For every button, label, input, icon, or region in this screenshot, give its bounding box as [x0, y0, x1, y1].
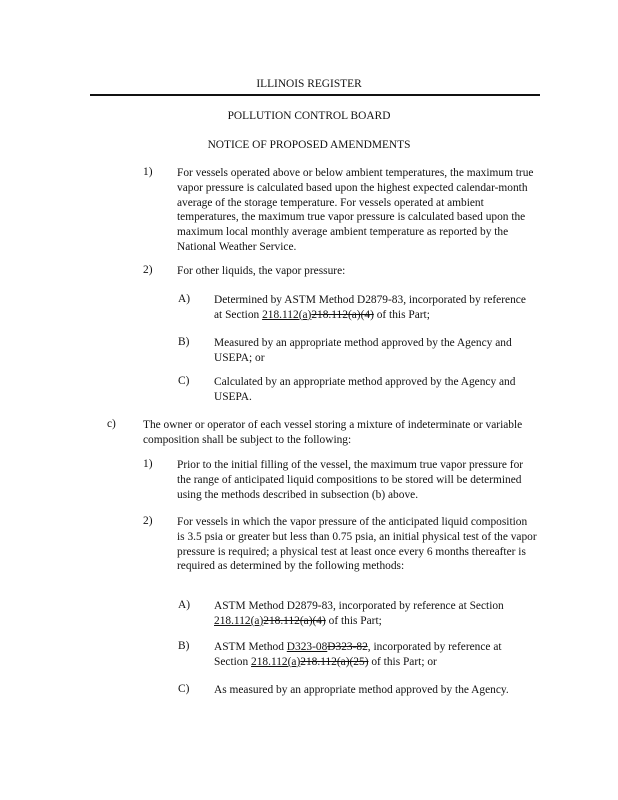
item-c2b-label: B) [178, 640, 190, 652]
header-rule [90, 94, 540, 96]
item-c2b-inserted-method: D323-08 [286, 641, 328, 653]
item-b2b-label: B) [178, 336, 190, 348]
item-b2a-inserted: 218.112(a) [262, 308, 312, 321]
item-c2a-pre: ASTM Method D2879-83, incorporated by reference at Section [214, 600, 504, 612]
item-c2-label: 2) [143, 515, 153, 527]
item-c-text: The owner or operator of each vessel storing a mixture of indeterminate or variable composition shall be subject to the following: [143, 419, 523, 446]
item-b2-label: 2) [143, 264, 153, 276]
board-name: POLLUTION CONTROL BOARD [227, 110, 391, 122]
item-c2b-pre: ASTM Method [214, 641, 287, 653]
item-c2b-post: of this Part; or [368, 655, 437, 668]
item-b2a-pre: Determined by ASTM Method D2879-83, incorporated by reference at Section [214, 294, 526, 321]
item-c2c-text: As measured by an appropriate method approved by the Agency. [214, 684, 509, 696]
item-b2a-deleted: 218.112(a)(4) [311, 308, 374, 321]
item-c2a-deleted: 218.112(a)(4) [263, 614, 326, 627]
item-b2a-label: A) [178, 293, 191, 305]
item-c2-text: For vessels in which the vapor pressure of the anticipated liquid composition is 3.5 psia or greater but less than 0.75 psia, an initial physical test of the vapor pressure is required; a physical test at least once every 6 months thereafter is required as determined by the following methods: [177, 516, 537, 573]
item-c2a-text [214, 599, 534, 629]
item-c2a-label: A) [178, 599, 191, 611]
item-c2a-inserted: 218.112(a) [214, 614, 264, 627]
item-b2a-post: of this Part; [373, 308, 430, 321]
item-b1-label: 1) [143, 166, 153, 178]
item-c1-label: 1) [143, 458, 153, 470]
item-b2c-text: Calculated by an appropriate method approved by the Agency and USEPA. [214, 376, 516, 403]
item-b1-text: For vessels operated above or below ambient temperatures, the maximum true vapor pressure is calculated based upon the highest expected calendar-month average of the storage temperature. For vessels operated at ambient temperatures, the maximum true vapor pressure is calculated based upon the maximum local monthly average ambient temperature as reported by the National Weather Service. [177, 167, 534, 253]
item-c2a-post: of this Part; [325, 614, 382, 627]
item-c2b-deleted-method: D323-82 [327, 641, 368, 653]
item-b2a-text [214, 293, 534, 323]
item-b2b-text: Measured by an appropriate method approved by the Agency and USEPA; or [214, 337, 512, 364]
item-c1-text: Prior to the initial filling of the vessel, the maximum true vapor pressure for the range of anticipated liquid compositions to be stored will be determined using the methods described in subsection (b) above. [177, 459, 524, 501]
item-c2b-mid: , incorporated by reference at Section [214, 641, 502, 668]
item-c2b-inserted-section: 218.112(a) [251, 655, 301, 668]
item-c2b-text [214, 640, 534, 670]
item-b2-text: For other liquids, the vapor pressure: [177, 265, 346, 277]
item-c-label: c) [107, 418, 116, 430]
item-c2b-deleted-section: 218.112(a)(25) [300, 655, 369, 668]
register-title: ILLINOIS REGISTER [256, 78, 362, 90]
item-c2c-label: C) [178, 683, 190, 695]
item-b2c-label: C) [178, 375, 190, 387]
notice-title: NOTICE OF PROPOSED AMENDMENTS [207, 139, 411, 151]
